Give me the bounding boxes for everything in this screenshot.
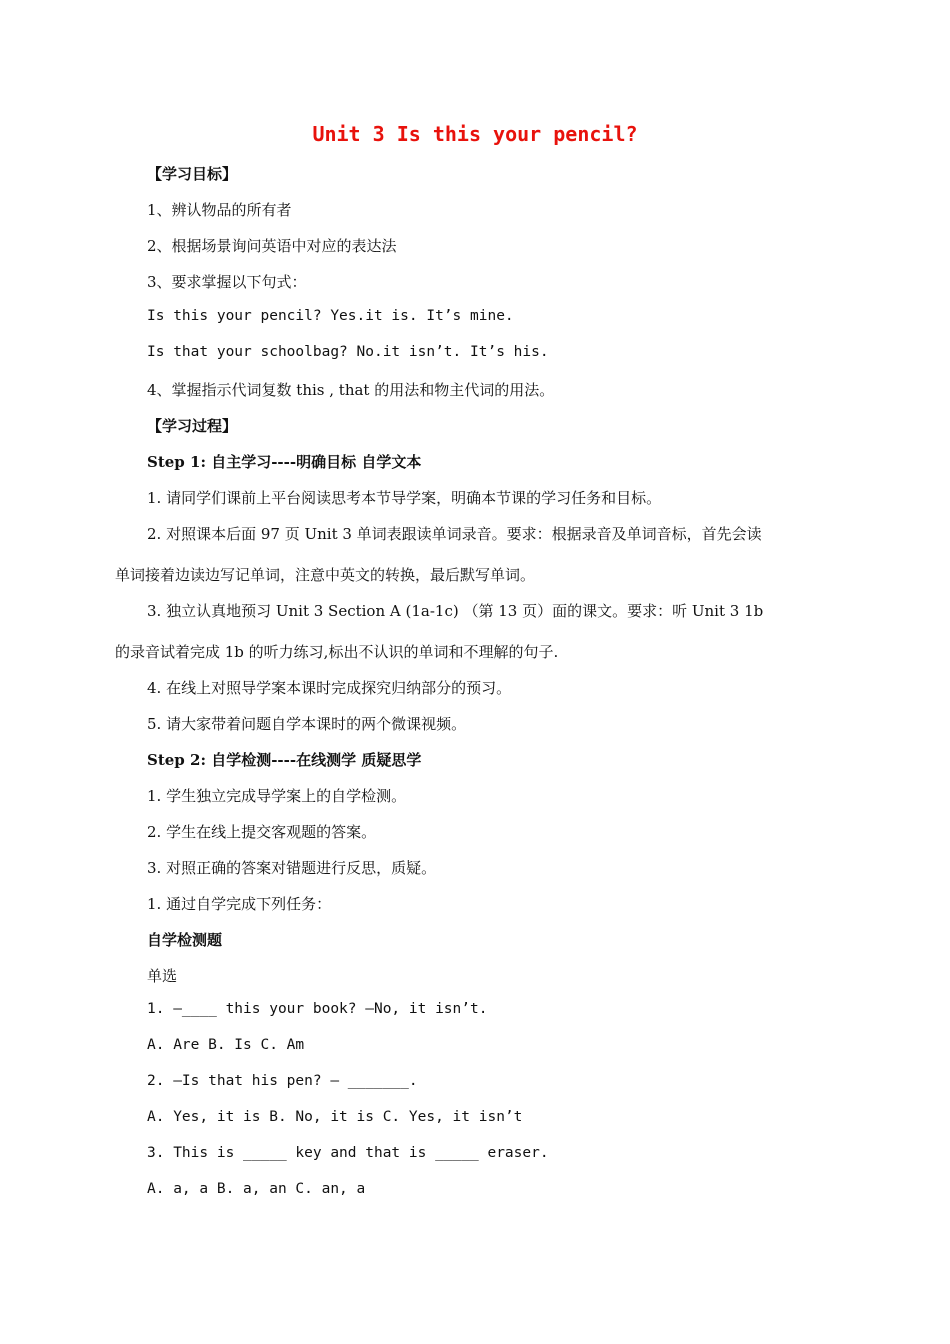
goal-item-4: 4、掌握指示代词复数 this , that 的用法和物主代词的用法。	[147, 381, 555, 399]
step1-item-4: 4. 在线上对照导学案本课时完成探究归纳部分的预习。	[147, 679, 512, 697]
quiz-heading: 自学检测题	[147, 931, 223, 949]
step2-heading: Step 2: 自学检测----在线测学 质疑思学	[147, 751, 422, 769]
quiz-section-label: 单选	[147, 967, 178, 985]
goals-heading: 【学习目标】	[147, 165, 238, 183]
process-heading: 【学习过程】	[147, 417, 238, 435]
step2-item-3: 3. 对照正确的答案对错题进行反思，质疑。	[147, 859, 437, 877]
quiz-question-1: 1. —____ this your book? —No, it isn’t.	[147, 1001, 488, 1017]
page-title: Unit 3 Is this your pencil?	[312, 122, 638, 146]
quiz-options-3: A. a, a B. a, an C. an, a	[147, 1181, 366, 1197]
goal-item-2: 2、根据场景询问英语中对应的表达法	[147, 237, 397, 255]
step1-heading: Step 1: 自主学习----明确目标 自学文本	[147, 453, 422, 471]
goal-sentence-1: Is this your pencil? Yes.it is. It’s mine.	[147, 308, 514, 324]
goal-sentence-2: Is that your schoolbag? No.it isn’t. It’s his.	[147, 344, 549, 360]
step1-item-3-continued: 的录音试着完成 1b 的听力练习,标出不认识的单词和不理解的句子.	[115, 643, 559, 661]
step2-item-4: 1. 通过自学完成下列任务：	[147, 895, 332, 913]
step2-item-2: 2. 学生在线上提交客观题的答案。	[147, 823, 377, 841]
goal-item-3: 3、要求掌握以下句式：	[147, 273, 307, 291]
quiz-options-2: A. Yes, it is B. No, it is C. Yes, it isn’t	[147, 1109, 523, 1125]
quiz-question-2: 2. —Is that his pen? — _______.	[147, 1073, 418, 1089]
step1-item-5: 5. 请大家带着问题自学本课时的两个微课视频。	[147, 715, 467, 733]
step2-item-1: 1. 学生独立完成导学案上的自学检测。	[147, 787, 407, 805]
step1-item-2-continued: 单词接着边读边写记单词，注意中英文的转换，最后默写单词。	[115, 566, 536, 584]
step1-item-2: 2. 对照课本后面 97 页 Unit 3 单词表跟读单词录音。要求：根据录音及单词音标，首先会读	[147, 525, 762, 543]
step1-item-3: 3. 独立认真地预习 Unit 3 Section A (1a-1c) （第 13 页）面的课文。要求：听 Unit 3 1b	[147, 602, 764, 620]
quiz-question-3: 3. This is _____ key and that is _____ eraser.	[147, 1145, 549, 1161]
step1-item-1: 1. 请同学们课前上平台阅读思考本节导学案，明确本节课的学习任务和目标。	[147, 489, 662, 507]
quiz-options-1: A. Are B. Is C. Am	[147, 1037, 305, 1053]
goal-item-1: 1、辨认物品的所有者	[147, 201, 292, 219]
